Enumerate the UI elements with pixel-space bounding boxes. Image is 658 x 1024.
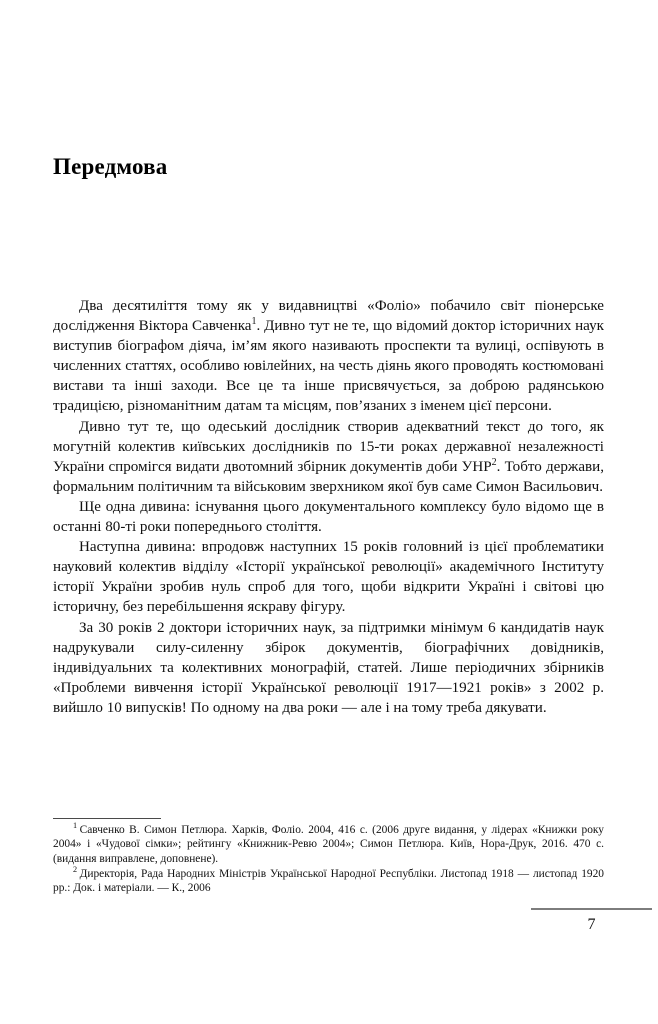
footnote-item (53, 823, 604, 866)
footnote-item (53, 867, 604, 896)
body-text-block (53, 296, 604, 718)
page-footer (531, 908, 652, 933)
paragraph-text: За 30 років 2 доктори історичних наук, за підтримки мінімум 6 кандидатів наук надрукували силу-силенну збірок документів, біографічних довідників, індивідуальних та колективних монографій, статей. Лише періодичних збірників «Проблеми вивчення історії Української революції 1917—1921 років» з 2002 р. вийшло 10 випусків! По одному на два роки — але і на тому треба дякувати. (53, 619, 604, 716)
paragraph-text: Два десятиліття тому як у видавництві «Фоліо» побачило світ піонерське дослідження Віктора Савченка$^1$. Дивно тут не те, що відомий доктор історичних наук виступив біографом діяча, ім’ям якого називають проспекти та вулиці, оспівують в численних статтях, особливо ювілейних, на честь діянь якого проводять костюмовані вистави та інші заходи. Все це та інше присвячується, за доброю радянською традицією, різноманітним датам та місцям, пов’язаних з іменем цієї персони. (53, 298, 604, 415)
footnote-marker: 1 (73, 821, 78, 831)
body-paragraph-5 (53, 618, 604, 718)
page-title: Передмова (53, 154, 168, 179)
page-number: 7 (587, 916, 596, 933)
footnote-separator-rule (53, 818, 161, 819)
body-paragraph-2 (53, 417, 604, 497)
paragraph-text: Ще одна дивина: існування цього документального комплексу було відомо ще в останні 80-ті роки попереднього століття. (53, 498, 604, 536)
footnote-text: Директорія, Рада Народних Міністрів Української Народної Республіки. Листопад 1918 — листопад 1920 рр.: Док. і матеріали. — К., 2006 (53, 867, 604, 895)
footnotes-section (53, 818, 604, 896)
footnote-marker: 2 (73, 865, 78, 875)
footnote-ref-1[interactable]: 1 (251, 316, 257, 328)
body-paragraph-1 (53, 296, 604, 417)
paragraph-text: Наступна дивина: впродовж наступних 15 років головний із цієї проблематики науковий колектив відділу «Історії української революції» академічного Інституту історії України зробив нуль спроб для того, щоби відкрити Україні і світові цю історичну, без перебільшення яскраву фігуру. (53, 539, 604, 616)
footnote-text: Савченко В. Симон Петлюра. Харків, Фоліо. 2004, 416 с. (2006 друге видання, у лідерах «Книжки року 2004» і «Чудової сімки»; рейтингу «Книжник-Ревю 2004»; Симон Петлюра. Київ, Нора-Друк, 2016. 470 с. (видання виправлене, доповнене). (53, 824, 604, 865)
footnote-ref-2[interactable]: 2 (491, 456, 497, 468)
paragraph-text: Дивно тут те, що одеський дослідник створив адекватний текст до того, як могутній колектив київських дослідників по 15-ти роках державної незалежності України спромігся видати двотомний збірник документів доби УНР$^2$. Тобто держави, формальним політичним та військовим зверхником якої був саме Симон Васильович. (53, 418, 605, 495)
body-paragraph-3 (53, 497, 604, 537)
body-paragraph-4 (53, 537, 604, 617)
